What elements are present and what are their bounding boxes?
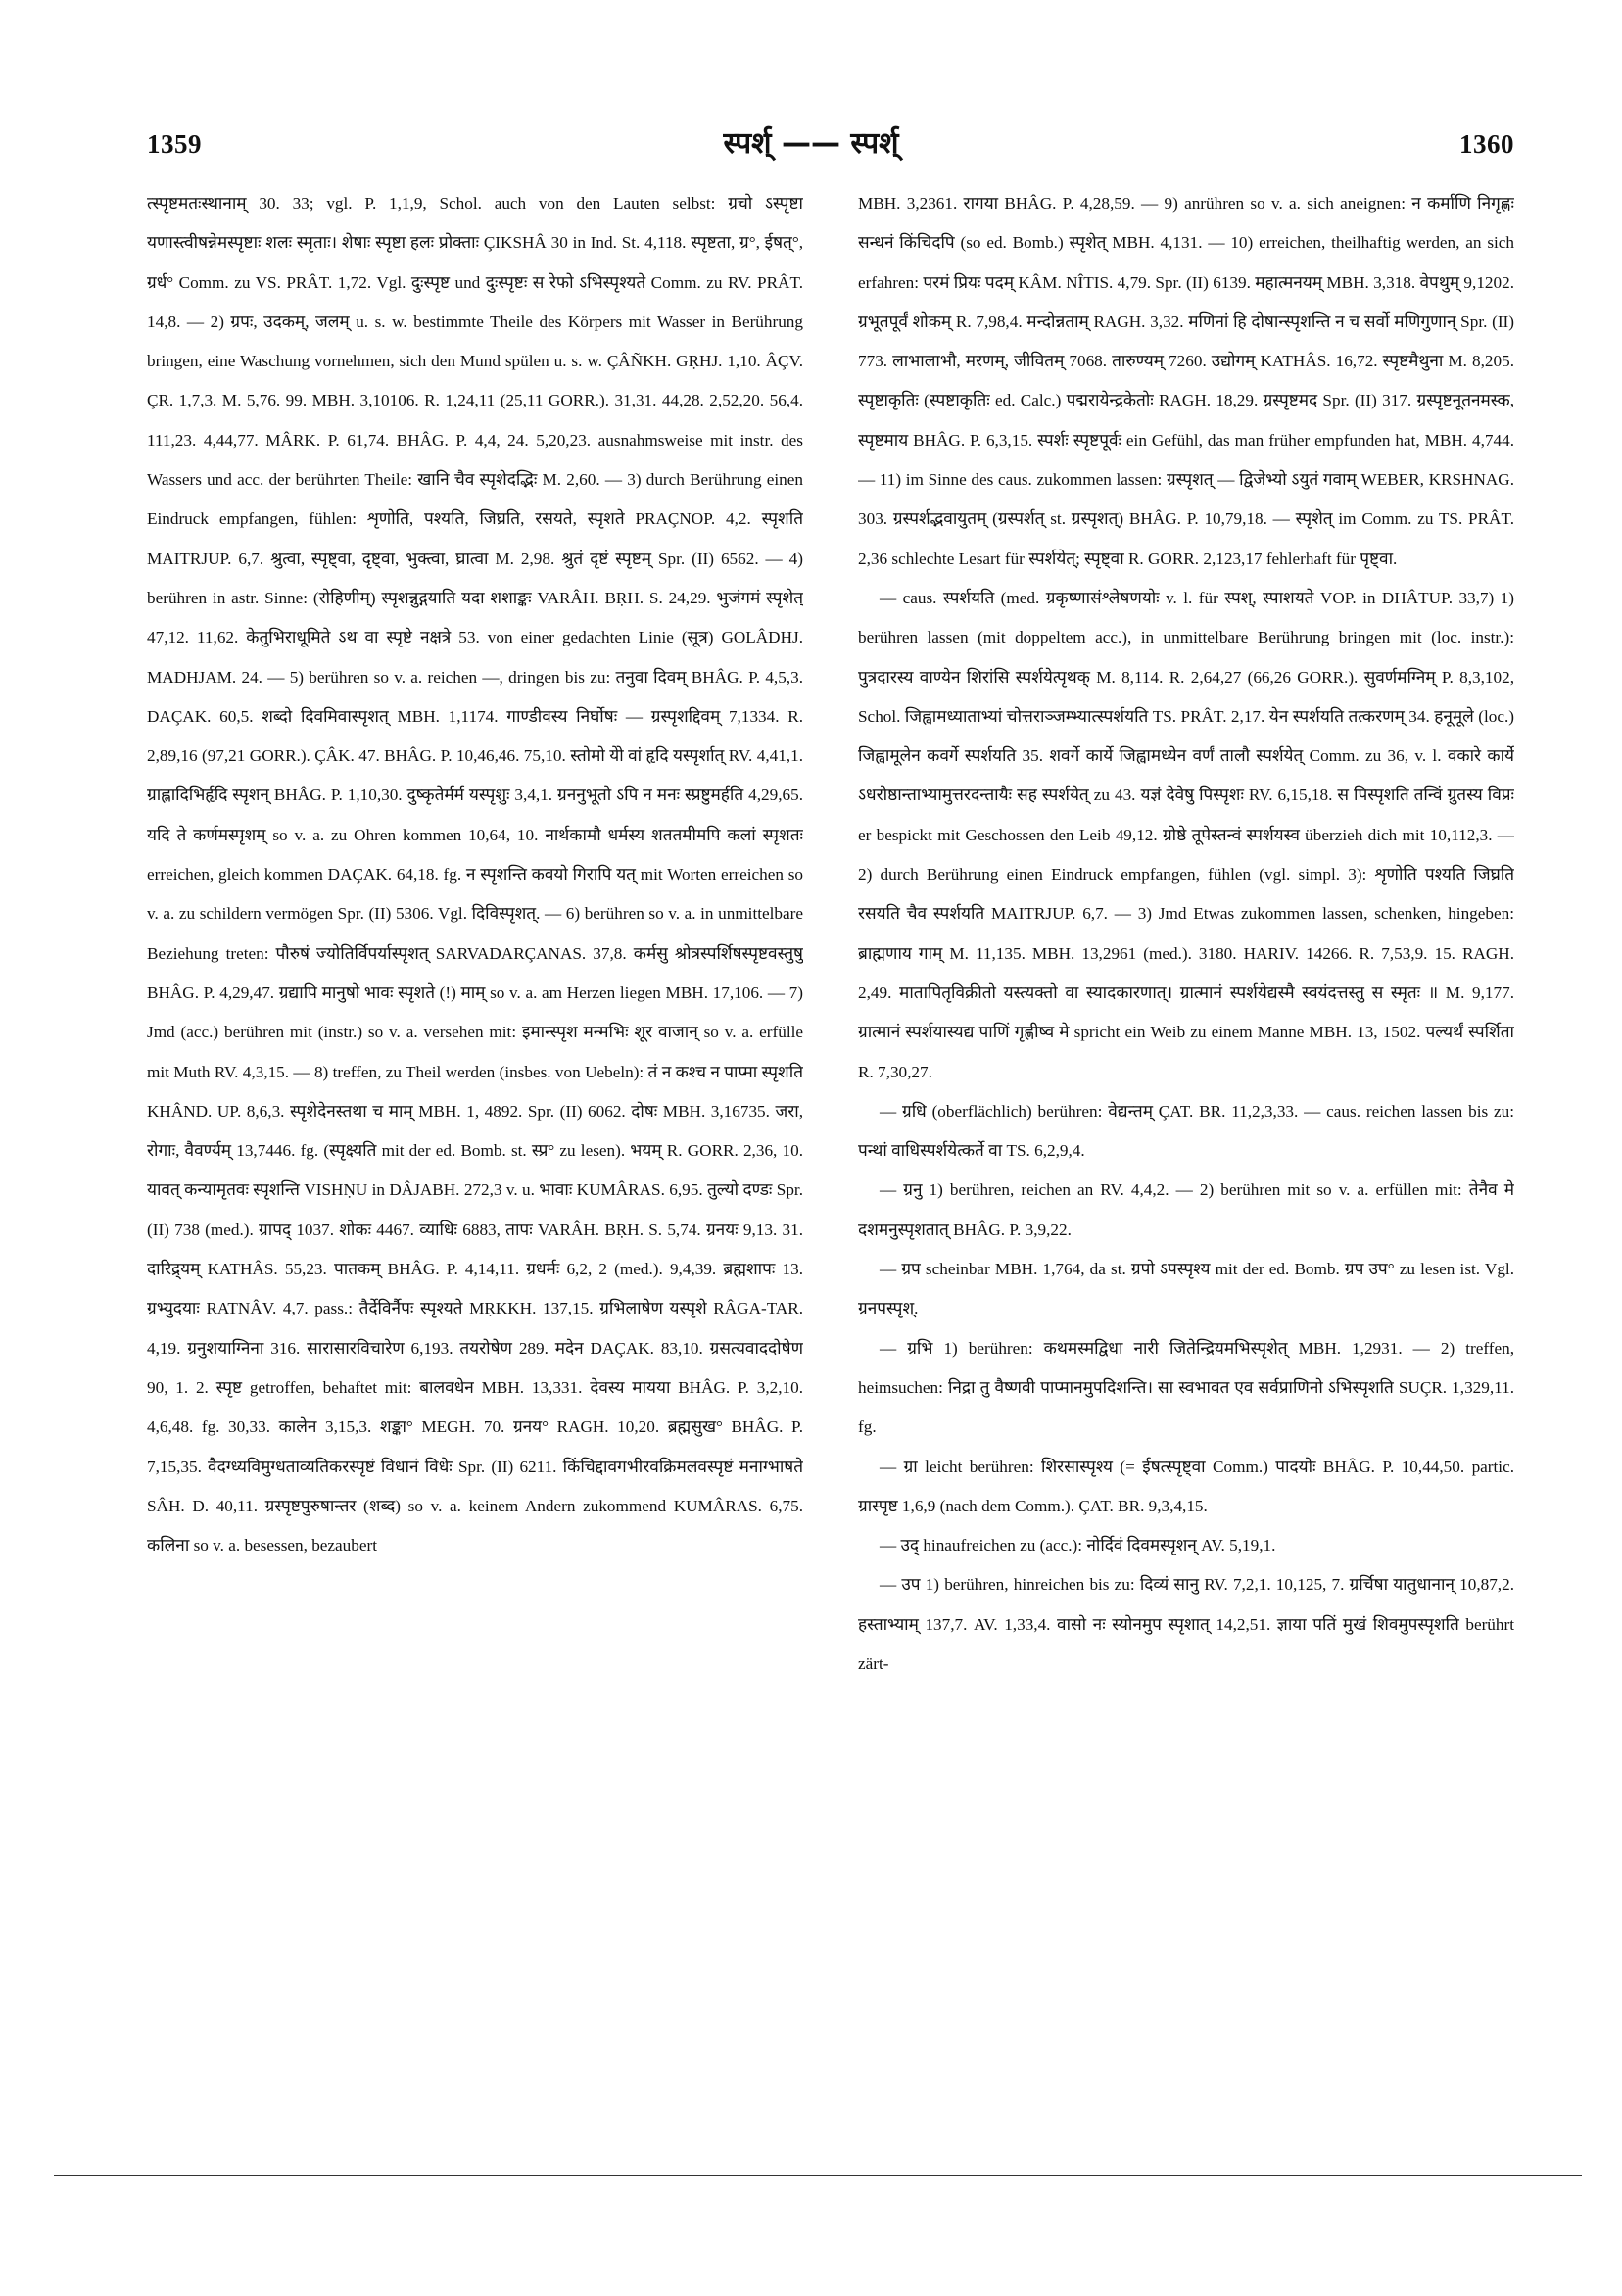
running-headword: स्पर्श् —— स्पर्श् xyxy=(723,126,899,161)
bottom-rule xyxy=(54,2175,1582,2176)
entry-paragraph-adhi: — ग्रधि (oberflächlich) berühren: वेद्यन्तम् ÇAT. BR. 11,2,3,33. — caus. reichen lassen bis zu: पन्थां वाधिस्पर्शयेत्कर्ते वा TS. 6,2,9,4. xyxy=(858,1101,1514,1161)
page-number-right: 1360 xyxy=(1459,129,1514,159)
entry-paragraph-abhi: — ग्रभि 1) berühren: कथमस्मद्विधा नारी जितेन्द्रियमभिस्पृशेत् MBH. 1,2931. — 2) treffen, heimsuchen: निद्रा तु वैष्णवी पाप्मानमुपदिशन्ति। सा स्वभावत एव सर्वप्राणिनो ऽभिस्पृशति SUÇR. 1,329,11. fg. xyxy=(858,1338,1514,1437)
left-column xyxy=(147,184,803,1908)
page-number-left: 1359 xyxy=(147,129,202,159)
entry-paragraph: त्स्पृष्टमतःस्थानाम् 30. 33; vgl. P. 1,1,9, Schol. auch von den Lauten selbst: ग्रचो ऽस्पृष्टा यणास्त्वीषन्नेमस्पृष्टाः शलः स्मृताः। शेषाः स्पृष्टा हलः प्रोक्ताः ÇIKSHÂ 30 in Ind. St. 4,118. स्पृष्टता, ग्र°, ईषत्°, ग्रर्ध° Comm. zu VS. PRÂT. 1,72. Vgl. दुःस्पृष्ट und दुःस्पृष्टः स रेफो ऽभिस्पृश्यते Comm. zu RV. PRÂT. 14,8. — 2) ग्रपः, उदकम्, जलम् u. s. w. bestimmte Theile des Körpers mit Wasser in Berührung bringen, eine Waschung vornehmen, sich den Mund spülen u. s. w. ÇÂÑKH. GṚHJ. 1,10. ÂÇV. ÇR. 1,7,3. M. 5,76. 99. MBH. 3,10106. R. 1,24,11 (25,11 GORR.). 31,31. 44,28. 2,52,20. 56,4. 111,23. 4,44,77. MÂRK. P. 61,74. BHÂG. P. 4,4, 24. 5,20,23. ausnahmsweise mit instr. des Wassers und acc. der berührten Theile: खानि चैव स्पृशेदद्भिः M. 2,60. — 3) durch Berührung einen Eindruck empfangen, fühlen: शृणोति, पश्यति, जिघ्रति, रसयते, स्पृशते PRAÇNOP. 4,2. स्पृशति MAITRJUP. 6,7. श्रुत्वा, स्पृष्ट्वा, दृष्ट्वा, भुक्त्वा, घ्रात्वा M. 2,98. श्रुतं दृष्टं स्पृष्टम् Spr. (II) 6562. — 4) berühren in astr. Sinne: (रोहिणीम्) स्पृशन्नुद्गयाति यदा शशाङ्कः VARÂH. BṚH. S. 24,29. भुजंगमं स्पृशेत् 47,12. 11,62. केतुभिराधूमिते ऽथ वा स्पृष्टे नक्षत्रे 53. von einer gedachten Linie (सूत्र) GOLÂDHJ. MADHJAM. 24. — 5) berühren so v. a. reichen —, dringen bis zu: तनुवा दिवम् BHÂG. P. 4,5,3. DAÇAK. 60,5. शब्दो दिवमिवास्पृशत् MBH. 1,1174. गाण्डीवस्य निर्घोषः — ग्रस्पृशद्दिवम् 7,1334. R. 2,89,16 (97,21 GORR.). ÇÂK. 47. BHÂG. P. 10,46,46. 75,10. स्तोमो येो वां हृदि यस्पृर्शात् RV. 4,41,1. ग्राह्लादिभिर्हृदि स्पृशन् BHÂG. P. 1,10,30. दुष्कृतेर्मर्म यस्पृशुः 3,4,1. ग्रननुभूतो ऽपि न मनः स्प्रष्टुमर्हति 4,29,65. यदि ते कर्णमस्पृशम् so v. a. zu Ohren kommen 10,64, 10. नार्थकामौ धर्मस्य शततमीमपि कलां स्पृशतः erreichen, gleich kommen DAÇAK. 64,18. fg. न स्पृशन्ति कवयो गिरापि यत् mit Worten erreichen so v. a. zu schildern vermögen Spr. (II) 5306. Vgl. दिविस्पृशत्. — 6) berühren so v. a. in unmittelbare Beziehung treten: पौरुषं ज्योतिर्विपर्यास्पृशत् SARVADARÇANAS. 37,8. कर्मसु श्रोत्रस्पर्शिषस्पृष्टवस्तुषु BHÂG. P. 4,29,47. ग्रद्यापि मानुषो भावः स्पृशते (!) माम् so v. a. am Herzen liegen MBH. 17,106. — 7) Jmd (acc.) berühren mit (instr.) so v. a. versehen mit: इमान्स्पृश मन्मभिः शूर वाजान् so v. a. erfülle mit Muth RV. 4,3,15. — 8) treffen, zu Theil werden (insbes. von Uebeln): तं न कश्च न पाप्मा स्पृशति KHÂND. UP. 8,6,3. स्पृशेदेनस्तथा च माम् MBH. 1, 4892. Spr. (II) 6062. दोषः MBH. 3,16735. जरा, रोगाः, वैवर्ण्यम् 13,7446. fg. (स्पृक्ष्यति mit der ed. Bomb. st. स्प्र° zu lesen). भयम् R. GORR. 2,36, 10. यावत् कन्यामृतवः स्पृशन्ति VISHṆU in DÂJABH. 272,3 v. u. भावाः KUMÂRAS. 6,95. तुल्यो दण्डः Spr. (II) 738 (med.). ग्रापद् 1037. शोकः 4467. व्याधिः 6883, तापः VARÂH. BṚH. S. 5,74. ग्रनयः 9,13. 31. दारिद्र्यम् KATHÂS. 55,23. पातकम् BHÂG. P. 4,14,11. ग्रधर्मः 6,2, 2 (med.). 9,4,39. ब्रह्मशापः 13. ग्रभ्युदयाः RATNÂV. 4,7. pass.: तैर्देविर्नैपः स्पृश्यते MṚKKH. 137,15. ग्रभिलाषेण यस्पृशे RÂGA-TAR. 4,19. ग्रनुशयाग्निना 316. सारासारविचारेण 6,193. तयरोषेण 289. मदेन DAÇAK. 83,10. ग्रसत्यवाददोषेण 90, 1. 2. स्पृष्ट getroffen, behaftet mit: बालवधेन MBH. 13,331. देवस्य मायया BHÂG. P. 3,2,10. 4,6,48. fg. 30,33. कालेन 3,15,3. शङ्का° MEGH. 70. ग्रनय° RAGH. 10,20. ब्रह्मसुख° BHÂG. P. 7,15,35. वैदग्ध्यविमुग्धताव्यतिकरस्पृष्टं विधानं विधेः Spr. (II) 6211. किंचिद्दावगभीरवक्रिमलवस्पृष्टं मनाग्भाषते SÂH. D. 40,11. ग्रस्पृष्टपुरुषान्तर (शब्द) so v. a. keinem Andern zukommend KUMÂRAS. 6,75. कलिना so v. a. besessen, bezaubert xyxy=(147,194,803,1555)
entry-paragraph-caus: — caus. स्पर्शयति (med. ग्रकृष्णासंश्लेषणयोः v. l. für स्पश्, स्पाशयते VOP. in DHÂTUP. 33,7) 1) berühren lassen (mit doppeltem acc.), in unmittelbare Berührung bringen mit (loc. instr.): पुत्रदारस्य वाण्येन शिरांसि स्पर्शयेत्पृथक् M. 8,114. R. 2,64,27 (66,26 GORR.). सुवर्णमग्निम् P. 8,3,102, Schol. जिह्वामध्याताभ्यां चोत्तराञ्जम्भ्यात्स्पर्शयति TS. PRÂT. 2,17. येन स्पर्शयति तत्करणम् 34. हनूमूले (loc.) जिह्वामूलेन कवर्गे स्पर्शयति 35. शवर्गे कार्ये जिह्वामध्येन वर्णं तालौ स्पर्शयेत् Comm. zu 36, v. l. वकारे कार्ये ऽधरोष्ठान्ताभ्यामुत्तरदन्तायैः सह स्पर्शयेत् zu 43. यज्ञं देवेषु पिस्पृशः RV. 6,15,18. स पिस्पृशति तन्विं ग्रुतस्य विप्रः er bespickt mit Geschossen den Leib 49,12. ग्रोष्ठे तूपेस्तन्वं स्पर्शयस्व überzieh dich mit 10,112,3. — 2) durch Berührung einen Eindruck empfangen, fühlen (vgl. simpl. 3): शृणोति पश्यति जिघ्रति रसयति चैव स्पर्शयति MAITRJUP. 6,7. — 3) Jmd Etwas zukommen lassen, schenken, hingeben: ब्राह्मणाय गाम् M. 11,135. MBH. 13,2961 (med.). 3180. HARIV. 14266. R. 7,53,9. 15. RAGH. 2,49. मातापितृविक्रीतो यस्त्यक्तो वा स्यादकारणात्। ग्रात्मानं स्पर्शयेद्यस्मै स्वयंदत्तस्तु स स्मृतः ॥ M. 9,177. ग्रात्मानं स्पर्शयास्यद्य पाणिं गृह्णीष्व मे spricht ein Weib zu einem Manne MBH. 13, 1502. पल्यर्थं स्पर्शिता R. 7,30,27. xyxy=(858,588,1514,1081)
right-column xyxy=(858,184,1514,1908)
entry-paragraph: MBH. 3,2361. रागया BHÂG. P. 4,28,59. — 9) anrühren so v. a. sich aneignen: न कर्माणि निगृह्णः सन्धनं किंचिदपि (so ed. Bomb.) स्पृशेत् MBH. 4,131. — 10) erreichen, theilhaftig werden, an sich erfahren: परमं प्रियः पदम् KÂM. NÎTIS. 4,79. Spr. (II) 6139. महात्मनयम् MBH. 3,318. वेपथुम् 9,1202. ग्रभूतपूर्वं शोकम् R. 7,98,4. मन्दोन्नताम् RAGH. 3,32. मणिनां हि दोषान्स्पृशन्ति न च सर्वो मणिगुणान् Spr. (II) 773. लाभालाभौ, मरणम्, जीवितम् 7068. तारुण्यम् 7260. उद्योगम् KATHÂS. 16,72. स्पृष्टमैथुना M. 8,205. स्पृष्टाकृतिः (स्पष्टाकृतिः ed. Calc.) पद्मरायेन्द्रकेतोः RAGH. 18,29. ग्रस्पृष्टमद Spr. (II) 317. ग्रस्पृष्टनूतनमस्क, स्पृष्टमाय BHÂG. P. 6,3,15. स्पर्शः स्पृष्टपूर्वः ein Gefühl, das man früher empfunden hat, MBH. 4,744. — 11) im Sinne des caus. zukommen lassen: ग्रस्पृशत् — द्विजेभ्यो ऽयुतं गवाम् WEBER, KRSHNAG. 303. ग्रस्पर्शद्भवायुतम् (ग्रस्पर्शत् st. ग्रस्पृशत्) BHÂG. P. 10,79,18. — स्पृशेत् im Comm. zu TS. PRÂT. 2,36 schlechte Lesart für स्पर्शयेत्; स्पृष्ट्वा R. GORR. 2,123,17 fehlerhaft für पृष्ट्वा. xyxy=(858,194,1514,568)
entry-paragraph-a: — ग्रा leicht berühren: शिरसास्पृश्य (= ईषत्स्पृष्ट्वा Comm.) पादयोः BHÂG. P. 10,44,50. partic. ग्रास्पृष्ट 1,6,9 (nach dem Comm.). ÇAT. BR. 9,3,4,15. xyxy=(858,1457,1514,1515)
entry-paragraph-upa: — उप 1) berühren, hinreichen bis zu: दिव्यं सानु RV. 7,2,1. 10,125, 7. ग्रर्चिषा यातुधानान् 10,87,2. हस्ताभ्याम् 137,7. AV. 1,33,4. वासो नः स्योनमुप स्पृशात् 14,2,51. ज्ञाया पतिं मुखं शिवमुपस्पृशति berührt zärt- xyxy=(858,1575,1514,1673)
entry-paragraph-ud: — उद् hinaufreichen zu (acc.): नोर्दिवं दिवमस्पृशन् AV. 5,19,1. xyxy=(880,1536,1276,1555)
entry-paragraph-anu: — ग्रनु 1) berühren, reichen an RV. 4,4,2. — 2) berühren mit so v. a. erfüllen mit: तेनैव मे दशमनुस्पृशतात् BHÂG. P. 3,9,22. xyxy=(858,1180,1514,1239)
entry-paragraph-apa: — ग्रप scheinbar MBH. 1,764, da st. ग्रपो ऽपस्पृश्य mit der ed. Bomb. ग्रप उप° zu lesen ist. Vgl. ग्रनपस्पृश्. xyxy=(858,1260,1514,1318)
